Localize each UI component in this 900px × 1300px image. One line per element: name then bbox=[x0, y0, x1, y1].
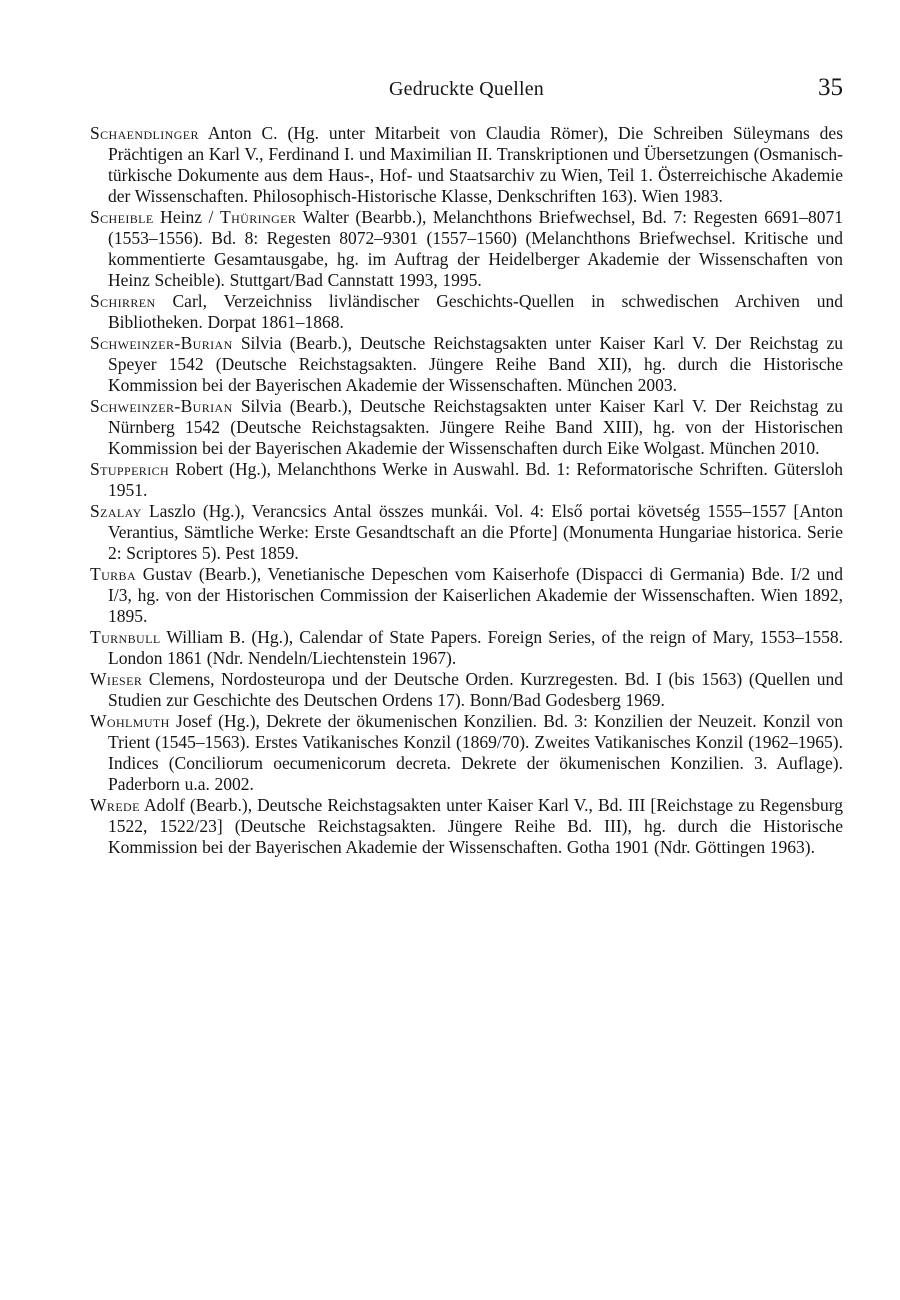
bibliography-entry bbox=[90, 564, 843, 627]
running-header-title: Gedruckte Quellen bbox=[388, 78, 544, 100]
entry-text: Josef (Hg.), Dekrete der ökumenischen Konzilien. Bd. 3: Konzilien der Neuzeit. Konzil von Trient (1545–1563). Erstes Vatikanisches Konzil (1869/70). Zweites Vatikanisches Konzil (1962–1965). Indices (Conciliorum oecumenicorum decreta. Dekrete der ökumenischen Konzilien. 3. Auflage). Paderborn u.a. 2002. bbox=[108, 711, 843, 794]
author-name: Schweinzer-Burian bbox=[90, 396, 233, 416]
bibliography-entry bbox=[90, 627, 843, 669]
bibliography-entry bbox=[90, 459, 843, 501]
entry-text: Heinz / bbox=[153, 207, 221, 227]
author-name: Turnbull bbox=[90, 627, 161, 647]
bibliography-entry bbox=[90, 795, 843, 858]
author-name: Stupperich bbox=[90, 459, 170, 479]
author-name: Schweinzer-Burian bbox=[90, 333, 233, 353]
entry-text: Clemens, Nordosteuropa und der Deutsche Orden. Kurzregesten. Bd. I (bis 1563) (Quellen und Studien zur Geschichte des Deutschen Ordens 17). Bonn/Bad Godesberg 1969. bbox=[108, 669, 843, 710]
bibliography-entry bbox=[90, 669, 843, 711]
entry-text: Silvia (Bearb.), Deutsche Reichstagsakten unter Kaiser Karl V. Der Reichstag zu Nürnberg 1542 (Deutsche Reichstagsakten. Jüngere Reihe Band XIII), hg. von der Historischen Kommission bei der Bayerischen Akademie der Wissenschaften durch Eike Wolgast. München 2010. bbox=[108, 396, 843, 458]
entry-text: Gustav (Bearb.), Venetianische Depeschen vom Kaiserhofe (Dispacci di Germania) Bde. I/2 und I/3, hg. von der Historischen Commission der Kaiserlichen Akademie der Wissenschaften. Wien 1892, 1895. bbox=[108, 564, 843, 626]
bibliography-entry bbox=[90, 207, 843, 291]
bibliography-entry bbox=[90, 291, 843, 333]
author-name: Wieser bbox=[90, 669, 143, 689]
bibliography-entry bbox=[90, 123, 843, 207]
author-name: Wrede bbox=[90, 795, 140, 815]
entry-text: Silvia (Bearb.), Deutsche Reichstagsakten unter Kaiser Karl V. Der Reichstag zu Speyer 1542 (Deutsche Reichstagsakten. Jüngere Reihe Band XII), hg. durch die Historische Kommission bei der Bayerischen Akademie der Wissenschaften. München 2003. bbox=[108, 333, 843, 395]
author-name: Thüringer bbox=[220, 207, 297, 227]
entry-text: Adolf (Bearb.), Deutsche Reichstagsakten unter Kaiser Karl V., Bd. III [Reichstage zu Regensburg 1522, 1522/23] (Deutsche Reichstagsakten. Jüngere Reihe Bd. III), hg. durch die Historische Kommission bei der Bayerischen Akademie der Wissenschaften. Gotha 1901 (Ndr. Göttingen 1963). bbox=[108, 795, 843, 857]
entry-text: William B. (Hg.), Calendar of State Papers. Foreign Series, of the reign of Mary, 1553–1558. London 1861 (Ndr. Nendeln/Liechtenstein 1967). bbox=[108, 627, 843, 668]
bibliography-entry bbox=[90, 711, 843, 795]
author-name: Schaendlinger bbox=[90, 123, 199, 143]
author-name: Turba bbox=[90, 564, 137, 584]
entry-text: Robert (Hg.), Melanchthons Werke in Auswahl. Bd. 1: Reformatorische Schriften. Gütersloh 1951. bbox=[108, 459, 843, 500]
bibliography-list bbox=[90, 123, 843, 858]
author-name: Szalay bbox=[90, 501, 142, 521]
author-name: Scheible bbox=[90, 207, 154, 227]
entry-text: Laszlo (Hg.), Verancsics Antal összes munkái. Vol. 4: Első portai követség 1555–1557 [Anton Verantius, Sämtliche Werke: Erste Gesandtschaft an die Pforte] (Monumenta Hungariae historica. Serie 2: Scriptores 5). Pest 1859. bbox=[108, 501, 843, 563]
bibliography-entry bbox=[90, 501, 843, 564]
page-header bbox=[90, 74, 843, 104]
page-number: 35 bbox=[818, 74, 843, 101]
entry-text: Walter (Bearbb.), Melanchthons Briefwechsel, Bd. 7: Regesten 6691–8071 (1553–1556). Bd. 8: Regesten 8072–9301 (1557–1560) (Melanchthons Briefwechsel. Kritische und kommentierte Gesamtausgabe, hg. im Auftrag der Heidelberger Akademie der Wissenschaften von Heinz Scheible). Stuttgart/Bad Cannstatt 1993, 1995. bbox=[108, 207, 844, 290]
author-name: Wohlmuth bbox=[90, 711, 170, 731]
bibliography-entry bbox=[90, 396, 843, 459]
bibliography-entry bbox=[90, 333, 843, 396]
author-name: Schirren bbox=[90, 291, 156, 311]
entry-text: Anton C. (Hg. unter Mitarbeit von Claudia Römer), Die Schreiben Süleymans des Prächtigen an Karl V., Ferdinand I. und Maximilian II. Transkriptionen und Übersetzungen (Osmanisch-türkische Dokumente aus dem Haus-, Hof- und Staatsarchiv zu Wien, Teil 1. Österreichische Akademie der Wissenschaften. Philosophisch-Historische Klasse, Denkschriften 163). Wien 1983. bbox=[108, 123, 843, 206]
entry-text: Carl, Verzeichniss livländischer Geschichts-Quellen in schwedischen Archiven und Bibliotheken. Dorpat 1861–1868. bbox=[108, 291, 843, 332]
